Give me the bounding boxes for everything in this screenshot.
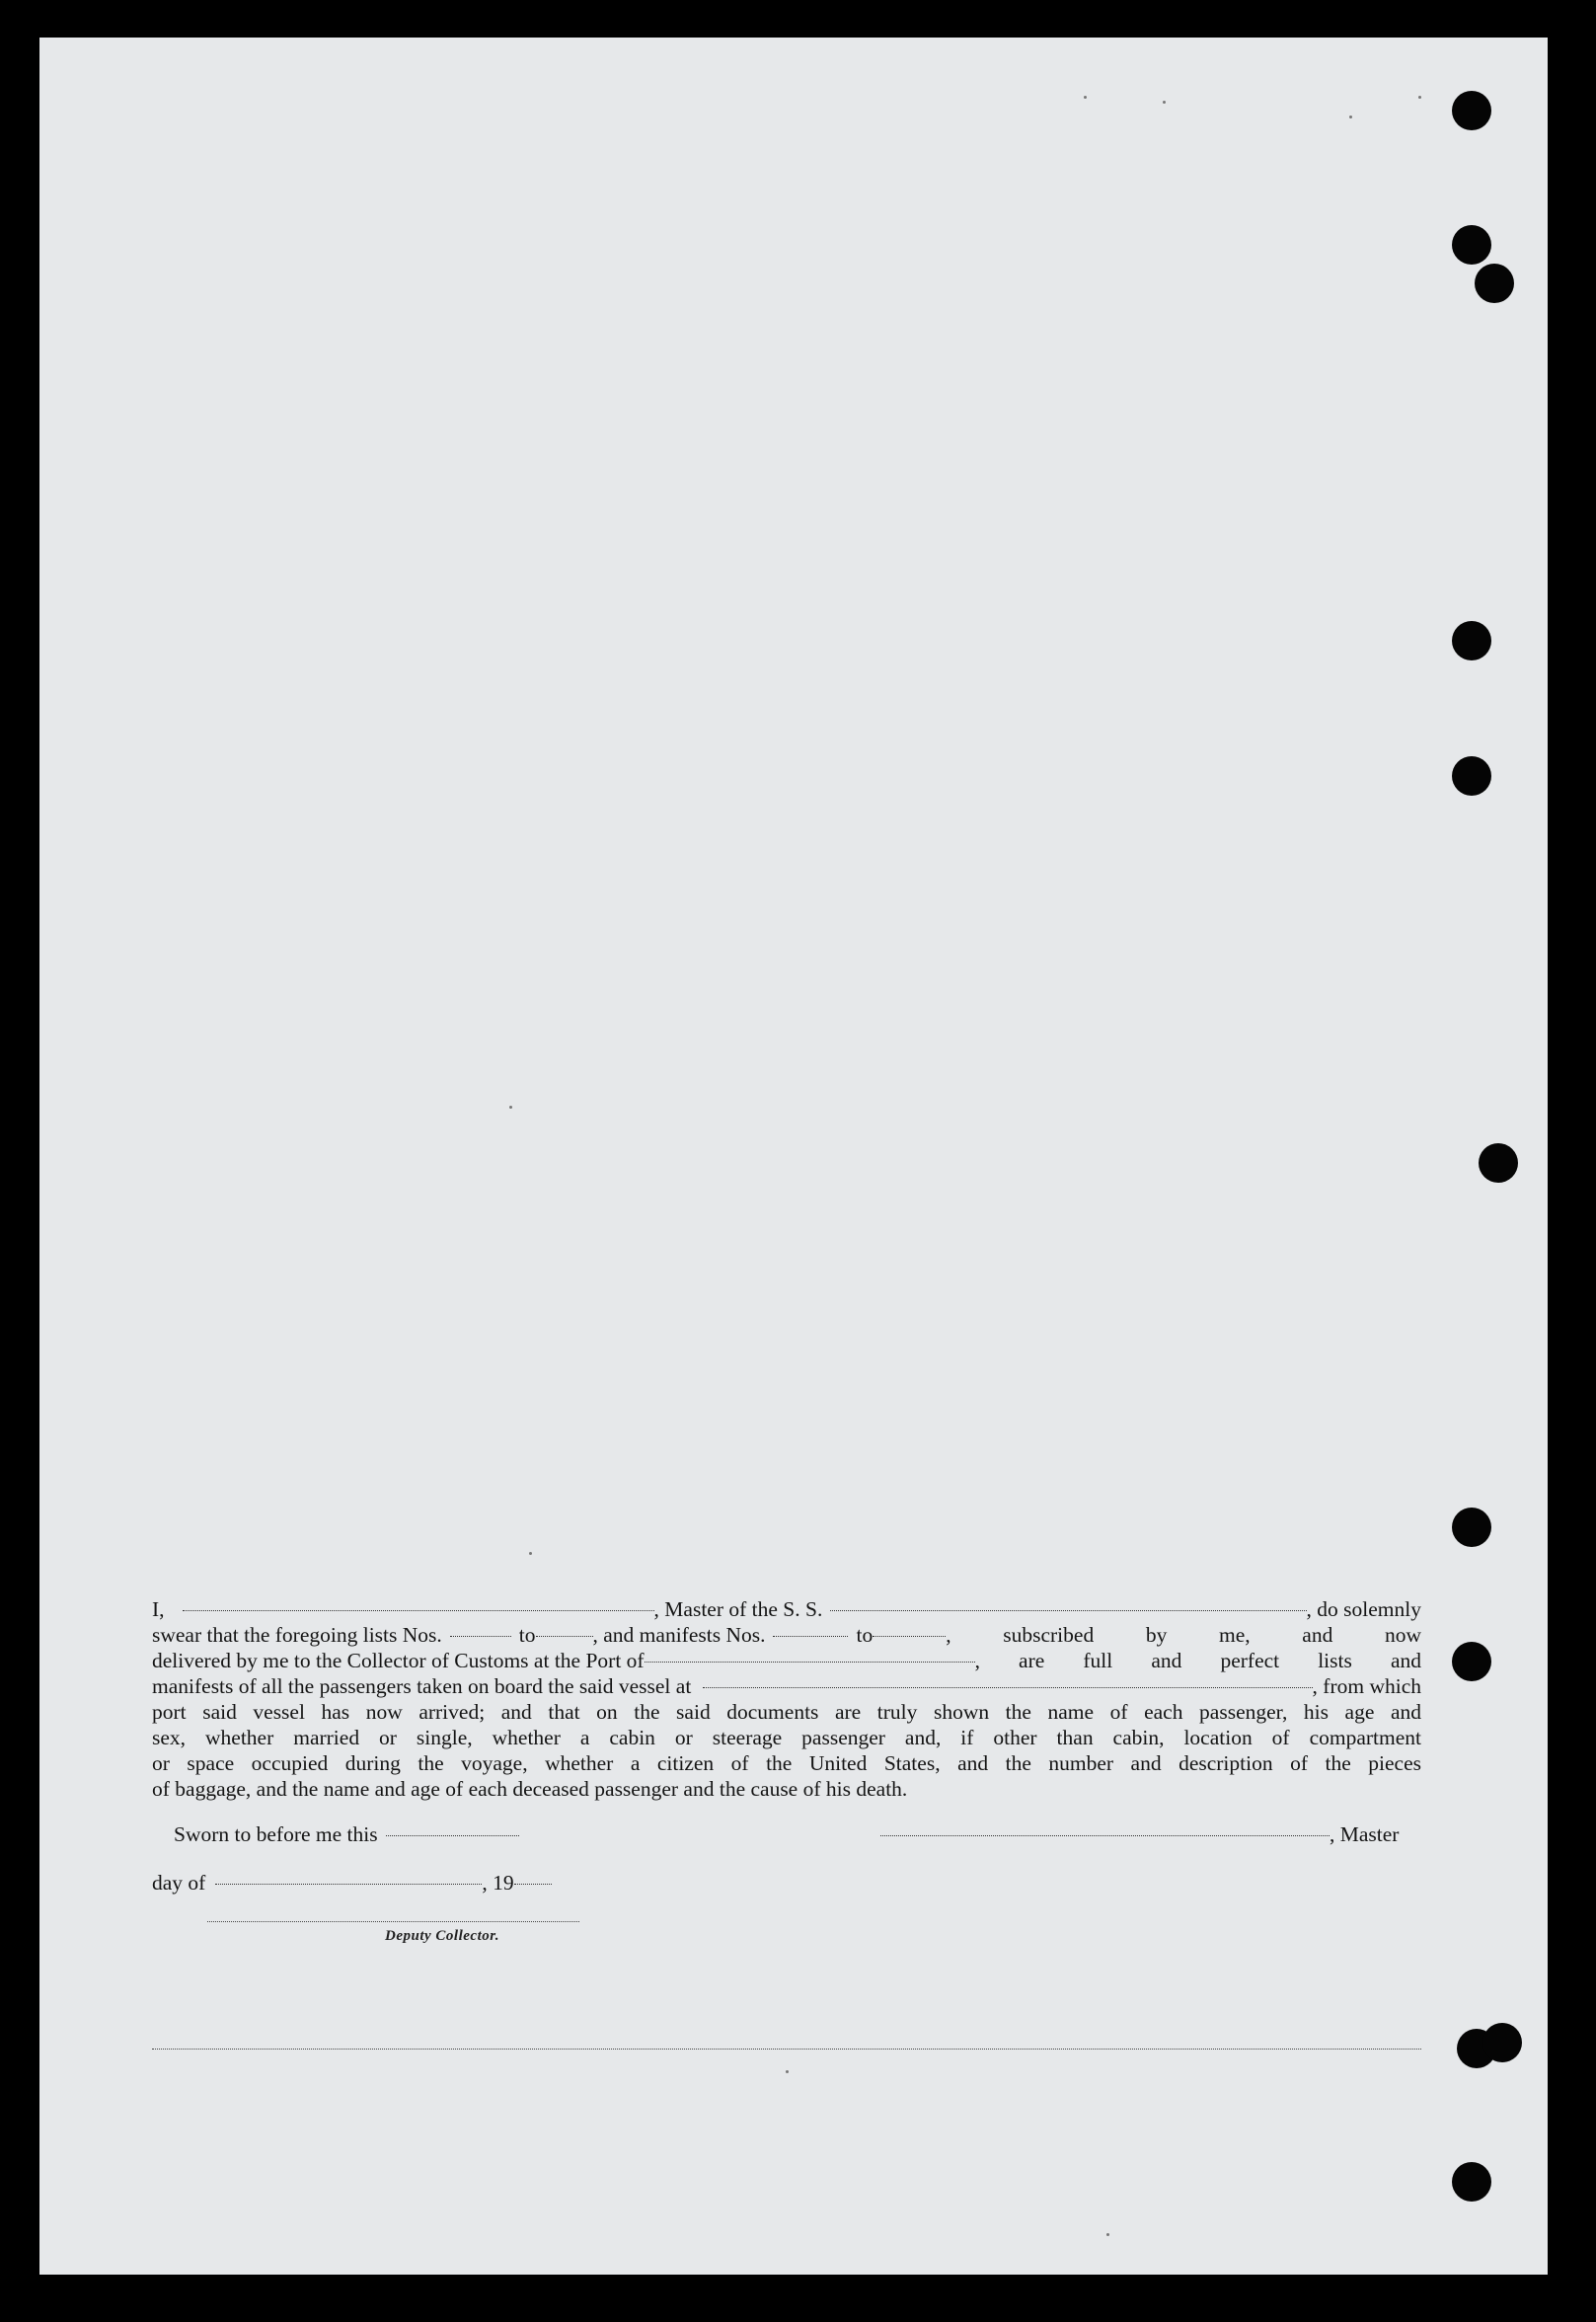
paper-speck: [786, 2070, 789, 2073]
oath-text: to: [518, 1623, 536, 1647]
deputy-collector-label: Deputy Collector.: [385, 1928, 499, 1944]
punch-hole: [1452, 1508, 1491, 1547]
oath-line-7: [152, 1750, 1421, 1776]
oath-text: port said vessel has now arrived; and that on the said documents are truly shown the name of each passenger, his age and: [152, 1700, 1421, 1724]
punch-hole: [1452, 1642, 1491, 1681]
manifest-to-blank[interactable]: [873, 1636, 946, 1637]
departure-port-blank[interactable]: [703, 1687, 1312, 1688]
oath-text: , Master of the S. S.: [653, 1597, 823, 1621]
deputy-signature-blank[interactable]: [207, 1921, 579, 1922]
paper-speck: [1418, 96, 1421, 99]
sworn-label: Sworn to before me this: [174, 1822, 378, 1846]
punch-hole: [1479, 1143, 1518, 1183]
document-page: [39, 38, 1548, 2275]
day-month-blank[interactable]: [215, 1884, 482, 1885]
oath-text: , do solemnly: [1306, 1597, 1421, 1621]
oath-line-5: [152, 1699, 1421, 1725]
port-blank[interactable]: [645, 1662, 975, 1663]
sworn-date-blank[interactable]: [386, 1835, 519, 1836]
master-signature-blank[interactable]: [880, 1835, 1330, 1836]
punch-hole: [1482, 2023, 1522, 2062]
oath-text: or space occupied during the voyage, whether a citizen of the United States, and the number and description of the pieces: [152, 1751, 1421, 1775]
oath-text: , and manifests Nos.: [592, 1623, 766, 1647]
oath-line-8: [152, 1776, 1421, 1802]
oath-text: manifests of all the passengers taken on board the said vessel at: [152, 1674, 692, 1698]
paper-speck: [509, 1106, 512, 1109]
punch-hole: [1452, 91, 1491, 130]
punch-hole: [1452, 756, 1491, 796]
list-to-blank[interactable]: [536, 1636, 593, 1637]
master-name-blank[interactable]: [183, 1610, 654, 1611]
oath-text: delivered by me to the Collector of Customs at the Port of: [152, 1649, 645, 1672]
paper-speck: [1084, 96, 1087, 99]
day-label: day of: [152, 1871, 206, 1895]
ship-name-blank[interactable]: [830, 1610, 1306, 1611]
oath-text: , from which: [1312, 1674, 1421, 1698]
year-label: , 19: [482, 1871, 514, 1895]
sworn-line: [174, 1822, 519, 1847]
paper-speck: [1106, 2233, 1109, 2236]
punch-hole: [1475, 264, 1514, 303]
oath-text: , are full and perfect lists and: [974, 1649, 1421, 1672]
oath-line-1: [152, 1596, 1421, 1622]
oath-text: I,: [152, 1597, 165, 1621]
oath-paragraph: [152, 1596, 1421, 1802]
oath-text: to: [856, 1623, 874, 1647]
oath-text: swear that the foregoing lists Nos.: [152, 1623, 442, 1647]
master-label: , Master: [1330, 1822, 1400, 1846]
punch-hole: [1452, 225, 1491, 265]
bottom-rule: [152, 2049, 1421, 2050]
punch-hole: [1452, 2162, 1491, 2202]
day-line: [152, 1871, 552, 1896]
paper-speck: [1163, 101, 1166, 104]
paper-speck: [529, 1552, 532, 1555]
oath-line-4: [152, 1673, 1421, 1699]
oath-line-6: [152, 1725, 1421, 1750]
oath-text: sex, whether married or single, whether a cabin or steerage passenger and, if other than cabin, location of compartment: [152, 1726, 1421, 1749]
year-blank[interactable]: [514, 1884, 552, 1885]
punch-hole: [1452, 621, 1491, 660]
manifest-from-blank[interactable]: [773, 1636, 848, 1637]
oath-text: , subscribed by me, and now: [946, 1623, 1421, 1647]
paper-speck: [1349, 116, 1352, 118]
oath-line-2: [152, 1622, 1421, 1648]
oath-text: of baggage, and the name and age of each deceased passenger and the cause of his death.: [152, 1777, 908, 1801]
master-signature-line: [880, 1822, 1399, 1847]
list-from-blank[interactable]: [450, 1636, 511, 1637]
oath-line-3: [152, 1648, 1421, 1673]
